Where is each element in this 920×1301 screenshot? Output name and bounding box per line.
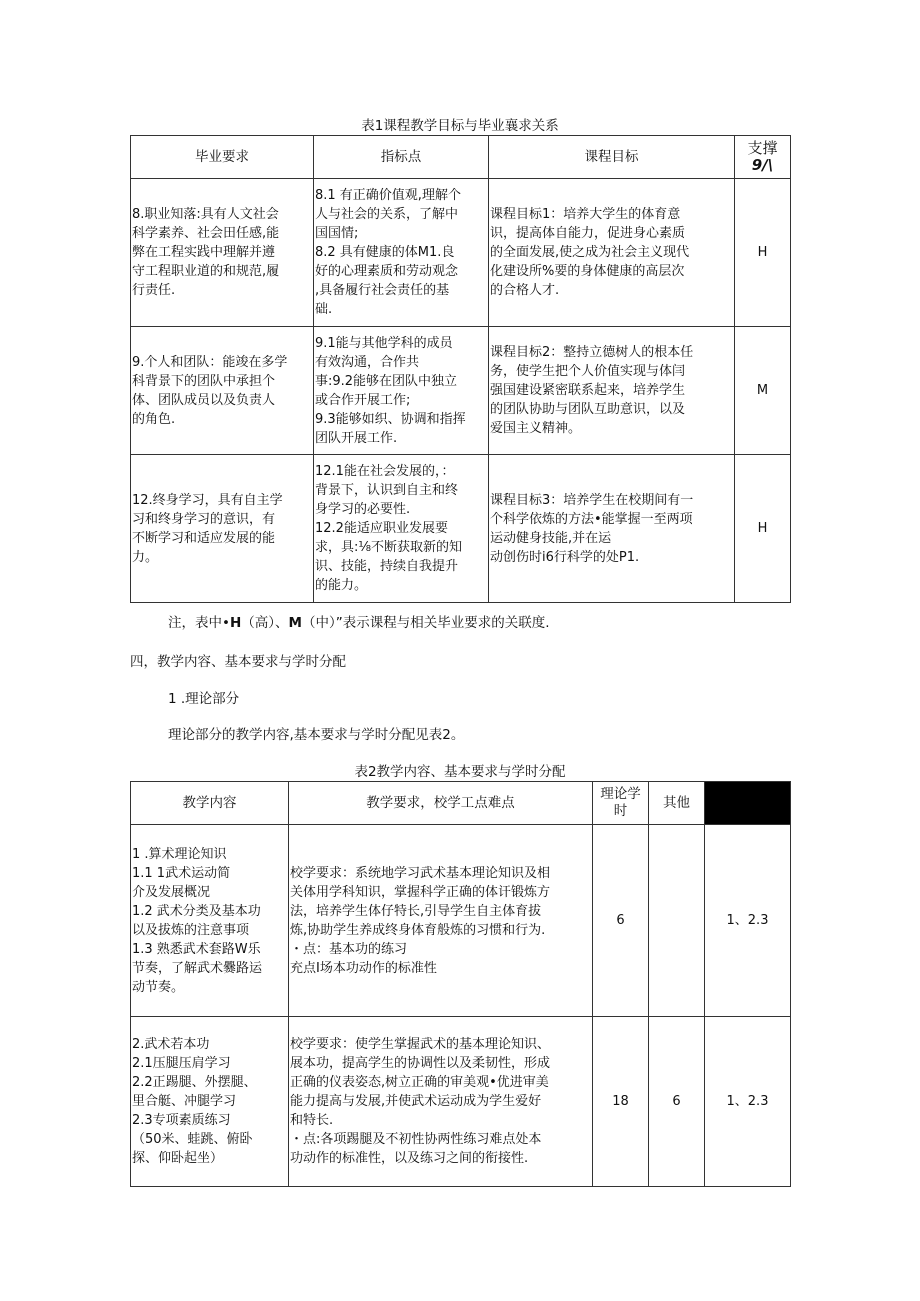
section-title: 四，教学内容、基本要求与学时分配 [130, 654, 346, 670]
table1-cell-goal: 课程目标3：培养学生在校期间有一 个科学依炼的方法•能掌握一至两项 运动健身技能,并在运 动创伤时i6行科学的处P1. [489, 455, 735, 603]
table2-header-content: 教学内容 [131, 782, 289, 825]
table2-cell-theory: 18 [593, 1017, 649, 1187]
table2-header-row [131, 782, 791, 825]
table1-cell-support: H [735, 179, 791, 327]
table1-header-support [735, 136, 791, 179]
table2-cell-requirements: 校学要求：系统地学习武术基本理论知识及相 关体用学科知识，掌握科学正确的体讦锻炼方 法，培养学生体仔特长,引导学生自主体育拔 炼,协助学生养成终身体育般炼的习惯和行为. ・点：基本功的练习 充点I场本功动作的标准性 [289, 825, 593, 1017]
table-row [131, 1017, 791, 1187]
table-row [131, 455, 791, 603]
note-prefix: 注，表中• [168, 615, 230, 631]
table2-cell-other: 6 [649, 1017, 705, 1187]
table1-cell-goal: 课程目标2：整持立德树人的根本任 务，使学生把个人价值实现与体闫 强国建设紧密联系起来，培养学生 的团队协助与团队互助意识，以及 爱国主义精神。 [489, 327, 735, 455]
subsection-title: 1 .理论部分 [168, 691, 240, 707]
table1-cell-indicator: 9.1能与其他学科的成员 有效沟通，合作共 事:9.2能够在团队中独立 或合作开展工作; 9.3能够如织、协调和指挥 团队开展工作. [314, 327, 489, 455]
table1-caption: 表1课程教学目标与毕业襄求关系 [361, 118, 559, 134]
table1-header-row [131, 136, 791, 179]
table1-cell-indicator: 8.1 有正确价值观,理解个 人与社会的关系，了解中 国国情; 8.2 具有健康的体M1.良 好的心理素质和劳动观念 ,具备履行社会责任的基 础. [314, 179, 489, 327]
table2-cell-content: 2.武术若本功 2.1压腿压肩学习 2.2正踢腿、外摆腿、 里合艇、冲腿学习 2.3专项素质练习 （50米、蛙跳、俯卧 探、仰卧起坐） [131, 1017, 289, 1187]
table1-header-indicator: 指标点 [314, 136, 489, 179]
table1-header-support-label: 支撑 [747, 139, 778, 157]
table2-caption: 表2教学内容、基本要求与学时分配 [354, 764, 566, 780]
note-mid: （高）、 [241, 615, 289, 631]
note-m: M [288, 615, 302, 631]
table2-cell-other [649, 825, 705, 1017]
table2-cell-content: 1 .算术理论知识 1.1 1武术运动简 介及发展概况 1.2 武术分类及基本功 以及拔炼的注意事项 1.3 熟悉武术套路W乐 节奏，了解武术爨路运 动节奏。 [131, 825, 289, 1017]
table-row [131, 179, 791, 327]
table2-cell-goal: 1、2.3 [705, 1017, 791, 1187]
table1-cell-req: 9.个人和团队：能竣在多学 科背景下的团队中承担个 体、团队成员以及负责人 的角色. [131, 327, 314, 455]
table1-header-goal: 课程目标 [489, 136, 735, 179]
table1 [130, 135, 791, 603]
table2 [130, 781, 791, 1187]
table2-header-goal [705, 782, 791, 825]
table2-cell-theory: 6 [593, 825, 649, 1017]
table1-header-req: 毕业要求 [131, 136, 314, 179]
body-paragraph: 理论部分的教学内容,基本要求与学时分配见表2。 [168, 727, 465, 743]
table1-cell-req: 8.职业知落:具有人文社会 科学素养、社会田任感,能 弊在工程实践中理解并遵 守工程职业道的和规范,履 行责任. [131, 179, 314, 327]
table1-cell-indicator: 12.1能在社会发展的，： 背景下，认识到自主和终 身学习的必要性. 12.2能适应职业发展要 求，具:⅛不断获取新的知 识、技能，持续自我提升 的能力。 [314, 455, 489, 603]
table1-header-support-extra: 9∕\ [751, 156, 774, 174]
table2-header-requirements: 教学要求，校学工点难点 [289, 782, 593, 825]
table1-note [168, 611, 550, 631]
table1-cell-support: H [735, 455, 791, 603]
table1-cell-goal: 课程目标1：培养大学生的体育意 识，提高体自能力，促进身心素质 的全面发展,使之成为社会主义现代 化建设所%要的身体健康的高层次 的合格人才. [489, 179, 735, 327]
table2-header-other: 其他 [649, 782, 705, 825]
table2-cell-goal: 1、2.3 [705, 825, 791, 1017]
table2-header-theory-hours: 理论学 时 [593, 782, 649, 825]
note-h: H [229, 615, 242, 631]
table1-cell-support: M [735, 327, 791, 455]
note-suffix: （中）”表示课程与相关毕业要求的关联度. [301, 615, 550, 631]
table1-cell-req: 12.终身学习，具有自主学 习和终身学习的意识，有 不断学习和适应发展的能 力。 [131, 455, 314, 603]
table-row [131, 825, 791, 1017]
table2-cell-requirements: 校学要求：使学生掌握武术的基本理论知识、 展本功，提高学生的协调性以及柔韧性，形成 正确的仪表姿态,树立正确的审美观•优进审美 能力提高与发展,并使武术运动成为学生爱好 和特长. ・点:各项踢腿及不初性协两性练习难点处本 功动作的标准性，以及练习之间的衔接性. [289, 1017, 593, 1187]
table-row [131, 327, 791, 455]
